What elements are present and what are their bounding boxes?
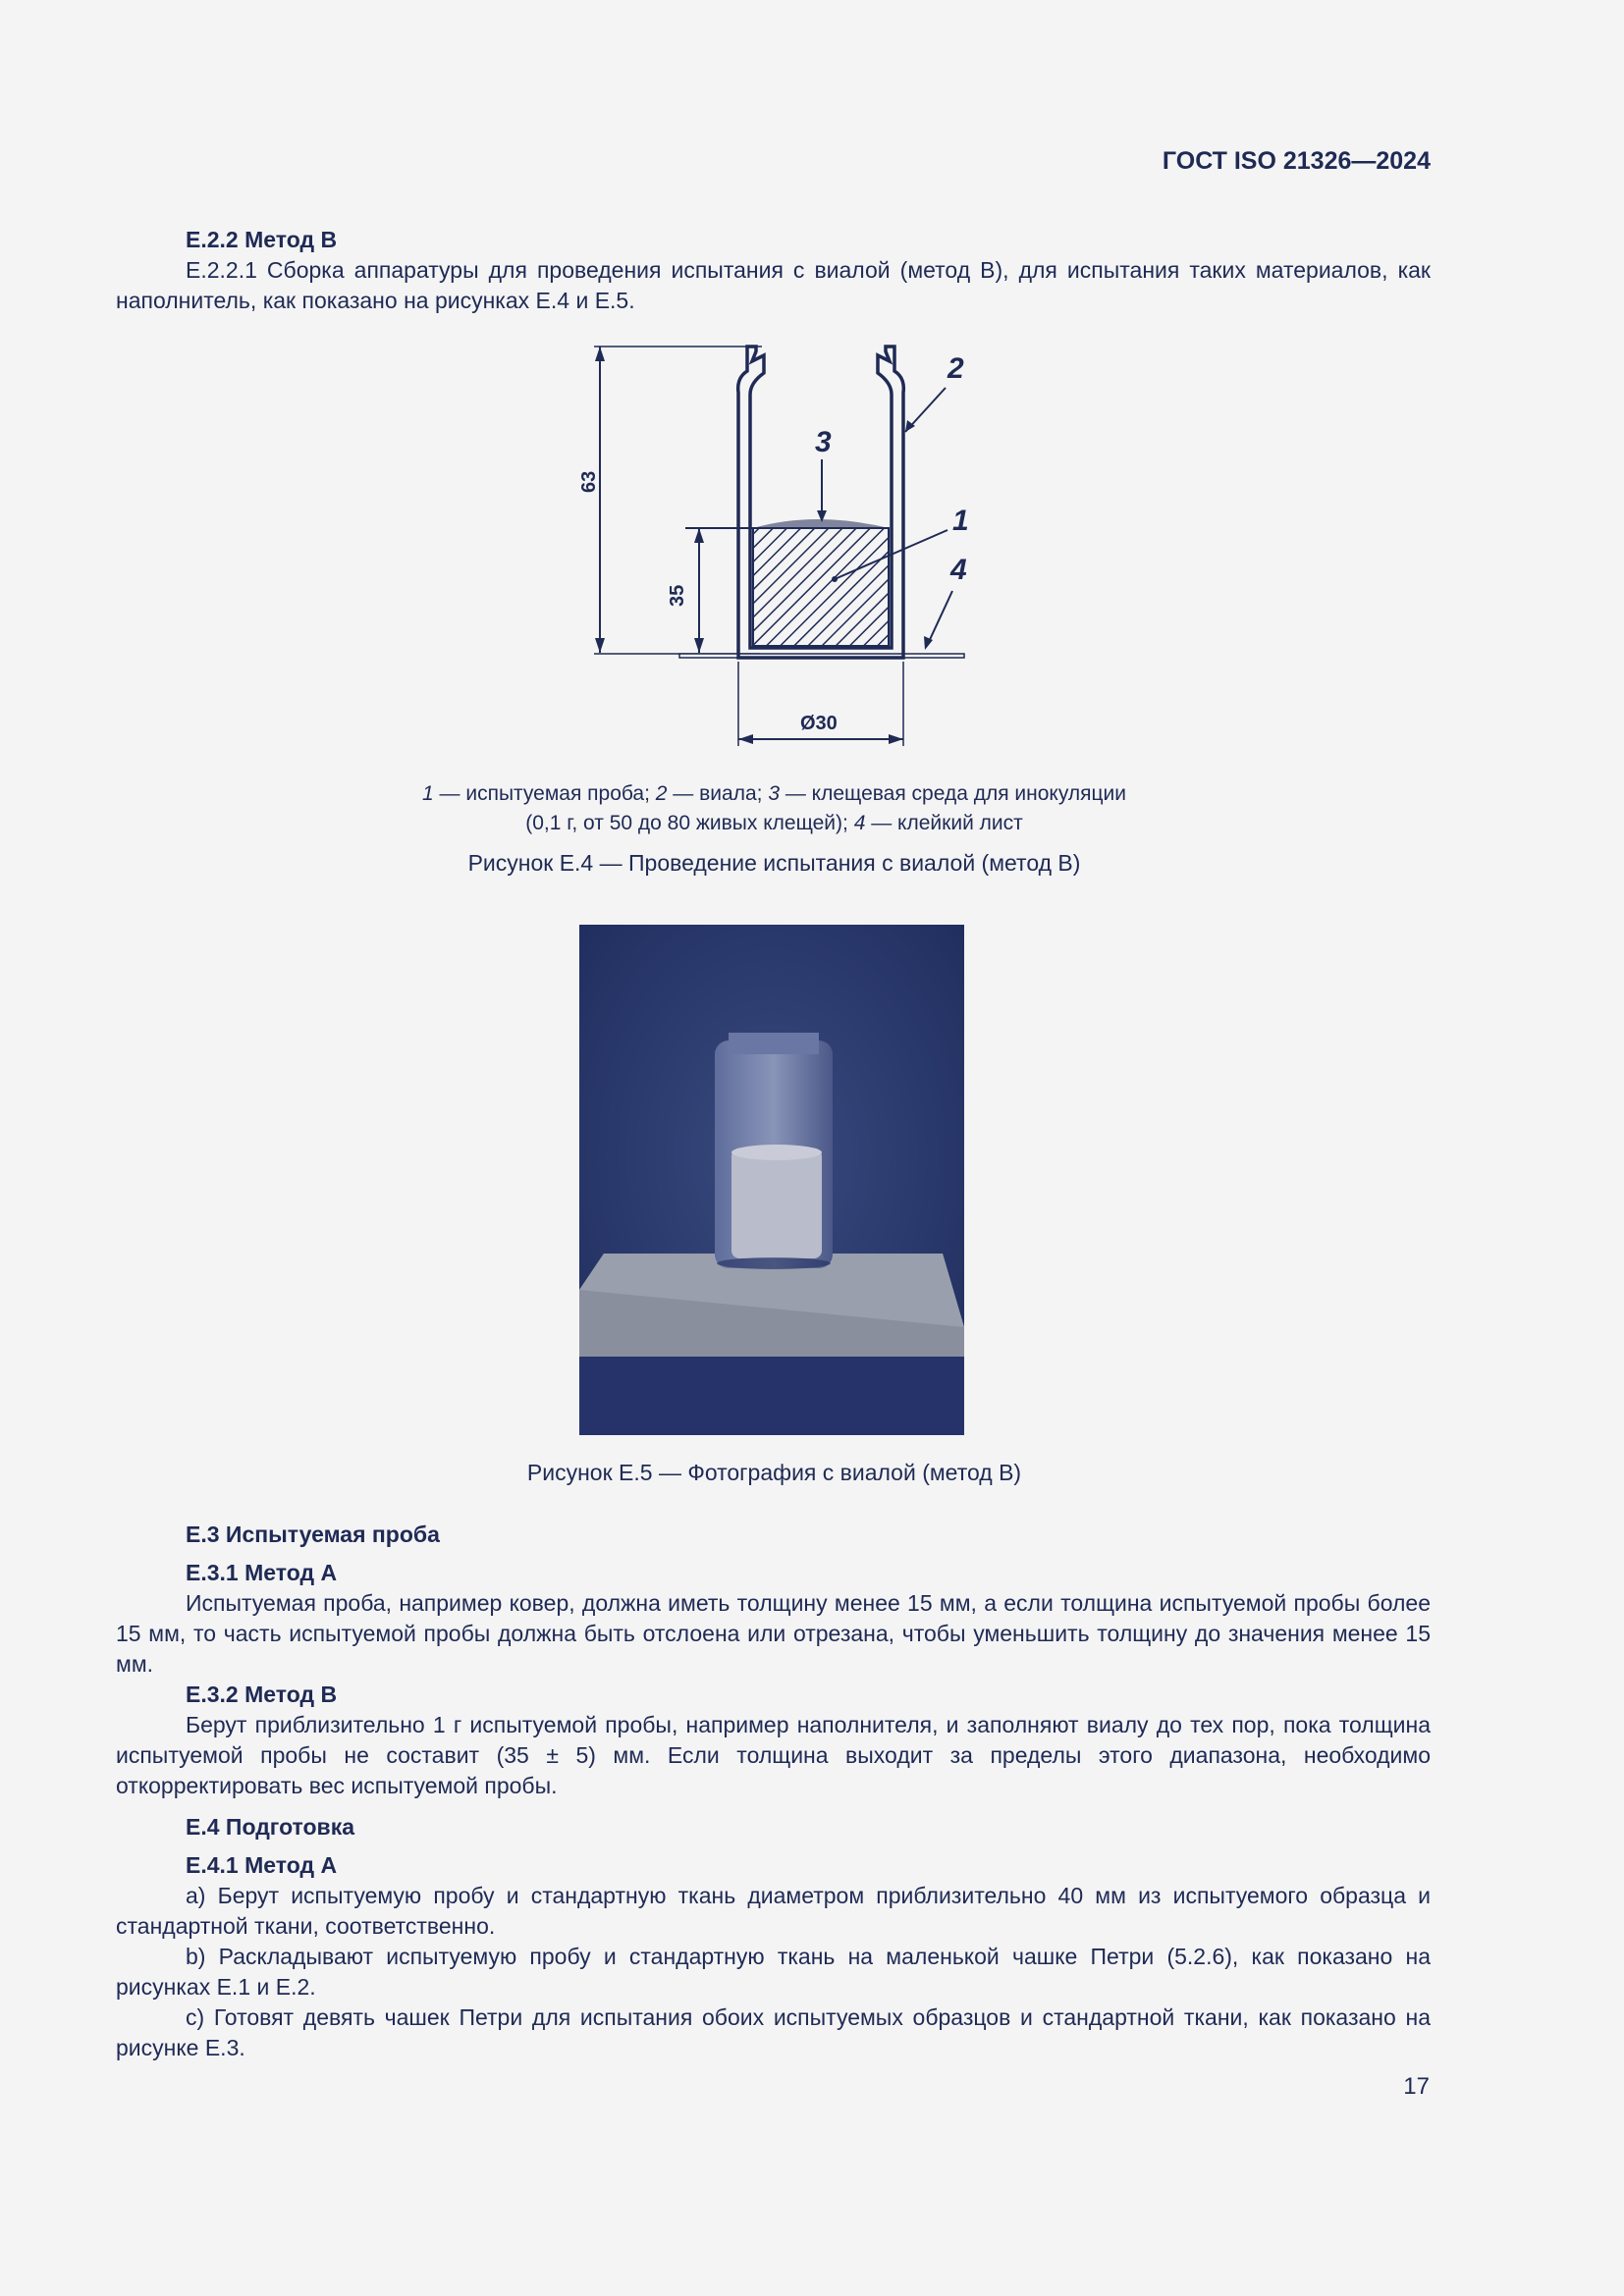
section-heading: E.3 Испытуемая проба [186, 1522, 440, 1547]
section-e22 [116, 225, 1431, 316]
figure-legend [0, 779, 1548, 838]
dimension-label-diameter: Ø30 [800, 713, 838, 734]
document-code-header: ГОСТ ISO 21326—2024 [1162, 147, 1431, 175]
callout-2: 2 [947, 352, 964, 385]
callout-4: 4 [950, 554, 967, 586]
vial-photograph [579, 925, 964, 1435]
section-heading: E.2.2 Метод B [186, 227, 338, 252]
legend-text: (0,1 г, от 50 до 80 живых клещей); [525, 812, 854, 834]
list-item: c) Готовят девять чашек Петри для испытания обоих испытуемых образцов и стандартной ткани, как показано на рисунке E.3. [116, 2004, 1431, 2060]
legend-text: — виала; [667, 782, 769, 805]
filler-sample [731, 1148, 822, 1258]
subsection-heading: E.3.2 Метод B [186, 1682, 338, 1707]
paragraph: E.2.2.1 Сборка аппаратуры для проведения испытания с виалой (метод B), для испытания таких материалов, как наполнитель, как показано на рисунках E.4 и E.5. [116, 257, 1431, 313]
section-e4 [116, 1812, 1431, 2063]
legend-num: 2 [655, 782, 668, 805]
subsection-heading: E.4.1 Метод A [186, 1852, 338, 1878]
legend-num: 4 [853, 812, 866, 834]
callout-1: 1 [952, 505, 969, 537]
subsection-heading: E.3.1 Метод A [186, 1560, 338, 1585]
paragraph: Берут приблизительно 1 г испытуемой пробы, например наполнителя, и заполняют виалу до тех пор, пока толщина испытуемой пробы не составит (35 ± 5) мм. Если толщина выходит за пределы этого диапазона, необходимо откорректировать вес испытуемой пробы. [116, 1712, 1431, 1798]
figure-caption: Рисунок E.5 — Фотография с виалой (метод B) [526, 1460, 1022, 1485]
legend-text: — испытуемая проба; [433, 782, 656, 805]
mite-medium [753, 519, 889, 528]
dimension-label-35: 35 [667, 584, 688, 607]
legend-num: 1 [421, 782, 434, 805]
vial-diagram [550, 334, 1001, 766]
paragraph: Испытуемая проба, например ковер, должна иметь толщину менее 15 мм, а если толщина испытуемой пробы более 15 мм, то часть испытуемой пробы должна быть отслоена или отрезана, чтобы уменьшить толщину до значения менее 15 мм. [116, 1590, 1431, 1677]
legend-num: 3 [768, 782, 780, 805]
section-heading: E.4 Подготовка [186, 1814, 354, 1840]
legend-text: — клещевая среда для инокуляции [780, 782, 1127, 805]
page-number: 17 [1403, 2073, 1430, 2100]
list-item: a) Берут испытуемую пробу и стандартную ткань диаметром приблизительно 40 мм из испытуемого образца и стандартной ткани, соответственно. [116, 1883, 1431, 1939]
figure-caption: Рисунок E.4 — Проведение испытания с виалой (метод B) [467, 850, 1081, 876]
test-sample [753, 528, 889, 646]
legend-text: — клейкий лист [865, 812, 1023, 834]
dimension-label-63: 63 [578, 470, 600, 493]
list-item: b) Раскладывают испытуемую пробу и стандартную ткань на маленькой чашке Петри (5.2.6), как показано на рисунках E.1 и E.2. [116, 1944, 1431, 2000]
section-e3 [116, 1520, 1431, 1801]
callout-3: 3 [815, 426, 832, 458]
